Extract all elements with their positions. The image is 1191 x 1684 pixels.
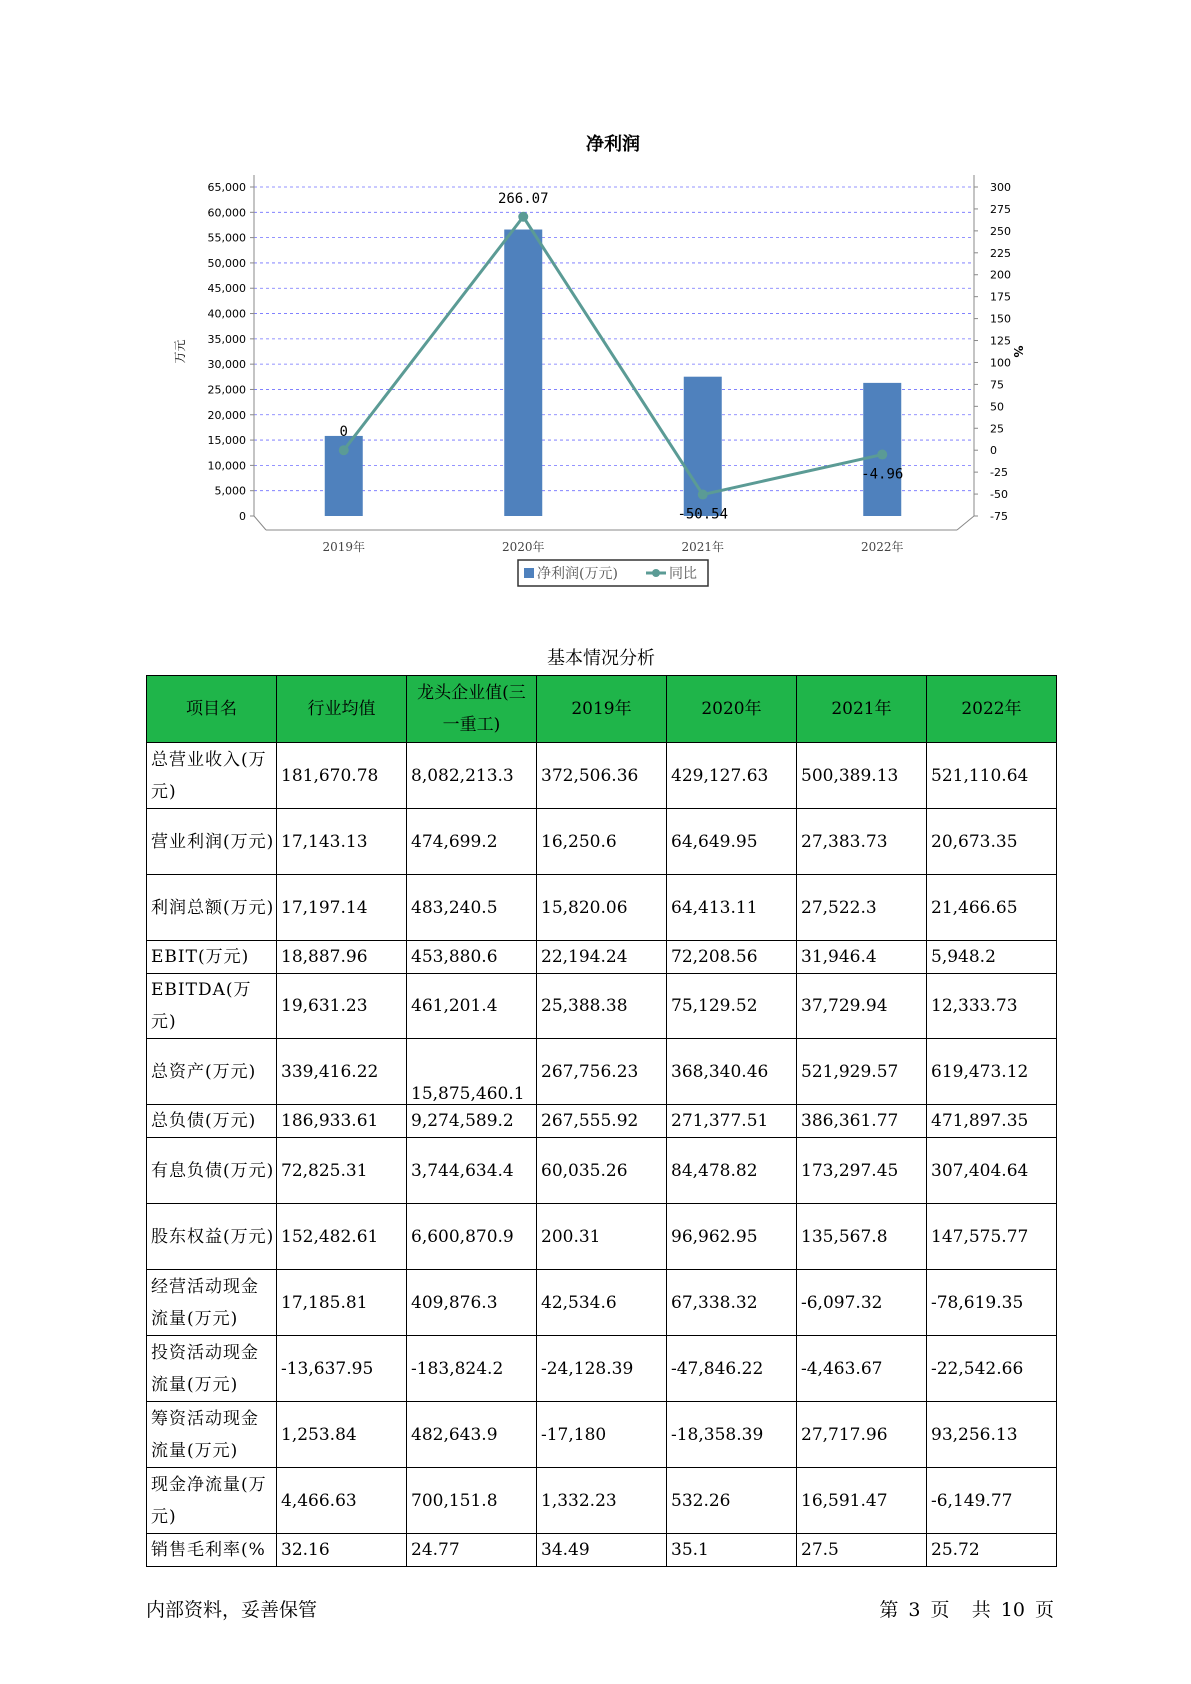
- row-label: 总营业收入(万元): [147, 743, 277, 809]
- table-cell: 4,466.63: [277, 1468, 407, 1534]
- table-cell: 6,600,870.9: [407, 1204, 537, 1270]
- y-tick-label: 0: [239, 510, 246, 523]
- table-row: [147, 974, 1057, 1039]
- table-cell: 64,649.95: [667, 809, 797, 875]
- y2-tick-label: 275: [990, 202, 1011, 216]
- y-tick-label: 60,000: [207, 206, 246, 220]
- table-row: [147, 1270, 1057, 1336]
- table-cell: 483,240.5: [407, 875, 537, 941]
- table-cell: -6,097.32: [797, 1270, 927, 1336]
- row-label: 总负债(万元): [147, 1105, 277, 1138]
- table-cell: 15,820.06: [537, 875, 667, 941]
- x-tick-label: 2022年: [860, 540, 904, 554]
- y-tick-label: 25,000: [207, 383, 246, 397]
- x-tick-label: 2020年: [501, 540, 545, 554]
- table-cell: 271,377.51: [667, 1105, 797, 1138]
- page-label-end: 页: [930, 1599, 950, 1621]
- table-cell: 3,744,634.4: [407, 1138, 537, 1204]
- y2-tick-label: 250: [990, 224, 1011, 238]
- table-cell: 72,208.56: [667, 941, 797, 974]
- table-cell: 186,933.61: [277, 1105, 407, 1138]
- table-cell: 700,151.8: [407, 1468, 537, 1534]
- y-tick-label: 15,000: [207, 434, 246, 448]
- table-cell: 27,383.73: [797, 809, 927, 875]
- table-cell: 9,274,589.2: [407, 1105, 537, 1138]
- table-cell: -17,180: [537, 1402, 667, 1468]
- y2-tick-label: 75: [990, 378, 1004, 392]
- table-cell: 453,880.6: [407, 941, 537, 974]
- yoy-point: [518, 212, 528, 222]
- table-header-row: [147, 676, 1057, 743]
- table-cell: 16,250.6: [537, 809, 667, 875]
- y-tick-label: 30,000: [207, 358, 246, 372]
- table-cell: 1,332.23: [537, 1468, 667, 1534]
- table-cell: 67,338.32: [667, 1270, 797, 1336]
- table-row: [147, 1105, 1057, 1138]
- table-cell: 409,876.3: [407, 1270, 537, 1336]
- table-row: [147, 809, 1057, 875]
- table-cell: 42,534.6: [537, 1270, 667, 1336]
- yoy-line: [344, 217, 883, 495]
- table-cell: 20,673.35: [927, 809, 1057, 875]
- table-cell: 15,875,460.1: [407, 1039, 537, 1105]
- row-label: 总资产(万元): [147, 1039, 277, 1105]
- y2-tick-label: 25: [990, 422, 1004, 436]
- table-cell: 482,643.9: [407, 1402, 537, 1468]
- table-cell: 31,946.4: [797, 941, 927, 974]
- table-row: [147, 1039, 1057, 1105]
- table-cell: 27.5: [797, 1534, 927, 1567]
- y-tick-label: 20,000: [207, 408, 246, 422]
- row-label: 筹资活动现金流量(万元): [147, 1402, 277, 1468]
- row-label: EBIT(万元): [147, 941, 277, 974]
- table-cell: -22,542.66: [927, 1336, 1057, 1402]
- table-cell: 34.49: [537, 1534, 667, 1567]
- yoy-data-label: 266.07: [497, 190, 549, 207]
- total-num: 10: [1000, 1599, 1025, 1621]
- x-axis-corner-right: [957, 516, 974, 530]
- table-cell: 84,478.82: [667, 1138, 797, 1204]
- x-axis-corner: [254, 516, 266, 530]
- y2-tick-label: -50: [990, 488, 1008, 502]
- table-cell: 18,887.96: [277, 941, 407, 974]
- table-cell: 8,082,213.3: [407, 743, 537, 809]
- table-cell: 368,340.46: [667, 1039, 797, 1105]
- bar-net-profit: [861, 383, 904, 516]
- legend-line-marker: [652, 569, 660, 577]
- footer-confidential-note: 内部资料，妥善保管: [146, 1599, 318, 1621]
- y-tick-label: 40,000: [207, 307, 246, 321]
- table-cell: 96,962.95: [667, 1204, 797, 1270]
- header-item-name: 项目名: [147, 676, 277, 743]
- table-cell: 12,333.73: [927, 974, 1057, 1039]
- bar-net-profit: [504, 230, 542, 516]
- table-cell: 474,699.2: [407, 809, 537, 875]
- yoy-point: [339, 445, 349, 455]
- y-tick-label: 10,000: [207, 459, 246, 473]
- total-label-end: 页: [1034, 1599, 1054, 1621]
- yoy-point: [698, 490, 708, 500]
- y2-tick-label: 150: [990, 312, 1011, 326]
- table-cell: 17,185.81: [277, 1270, 407, 1336]
- y-tick-label: 55,000: [207, 231, 246, 245]
- table-cell: 386,361.77: [797, 1105, 927, 1138]
- table-cell: 21,466.65: [927, 875, 1057, 941]
- table-cell: 19,631.23: [277, 974, 407, 1039]
- table-cell: 200.31: [537, 1204, 667, 1270]
- table-cell: 93,256.13: [927, 1402, 1057, 1468]
- table-cell: -24,128.39: [537, 1336, 667, 1402]
- table-cell: 16,591.47: [797, 1468, 927, 1534]
- table-cell: 339,416.22: [277, 1039, 407, 1105]
- table-cell: 17,143.13: [277, 809, 407, 875]
- table-cell: 1,253.84: [277, 1402, 407, 1468]
- header-2022: 2022年: [927, 676, 1057, 743]
- yoy-data-label: -4.96: [861, 466, 904, 483]
- table-cell: 619,473.12: [927, 1039, 1057, 1105]
- y-tick-label: 65,000: [207, 181, 246, 194]
- row-label: 销售毛利率(%: [147, 1534, 277, 1567]
- table-cell: 521,110.64: [927, 743, 1057, 809]
- table-cell: 37,729.94: [797, 974, 927, 1039]
- header-industry-avg: 行业均值: [277, 676, 407, 743]
- table-cell: -4,463.67: [797, 1336, 927, 1402]
- y-axis-label: 万元: [173, 339, 187, 364]
- table-cell: 24.77: [407, 1534, 537, 1567]
- table-cell: 500,389.13: [797, 743, 927, 809]
- y2-tick-label: 100: [990, 356, 1011, 370]
- table-cell: 372,506.36: [537, 743, 667, 809]
- row-label: 股东权益(万元): [147, 1204, 277, 1270]
- y2-tick-label: 200: [990, 268, 1011, 282]
- table-row: [147, 1336, 1057, 1402]
- y2-tick-label: 125: [990, 334, 1011, 348]
- table-cell: 267,555.92: [537, 1105, 667, 1138]
- net-profit-chart: [160, 130, 1060, 600]
- table-cell: -183,824.2: [407, 1336, 537, 1402]
- row-label: 现金净流量(万元): [147, 1468, 277, 1534]
- table-cell: 5,948.2: [927, 941, 1057, 974]
- y2-tick-label: -25: [990, 466, 1008, 480]
- table-cell: 27,717.96: [797, 1402, 927, 1468]
- y-tick-label: 35,000: [207, 332, 246, 346]
- table-row: [147, 1468, 1057, 1534]
- page-label: 第: [879, 1599, 899, 1621]
- table-cell: 135,567.8: [797, 1204, 927, 1270]
- y2-tick-label: 300: [990, 181, 1011, 194]
- table-cell: 17,197.14: [277, 875, 407, 941]
- table-row: [147, 1402, 1057, 1468]
- table-cell: 307,404.64: [927, 1138, 1057, 1204]
- table-cell: 181,670.78: [277, 743, 407, 809]
- table-cell: 60,035.26: [537, 1138, 667, 1204]
- y-tick-label: 50,000: [207, 256, 246, 270]
- y-tick-label: 45,000: [207, 282, 246, 296]
- basic-analysis-table: [146, 675, 1057, 1567]
- table-cell: 35.1: [667, 1534, 797, 1567]
- y-tick-label: 5,000: [214, 484, 246, 498]
- header-leader-value: 龙头企业值(三一重工): [407, 676, 537, 743]
- x-tick-label: 2019年: [322, 540, 366, 554]
- row-label: 营业利润(万元): [147, 809, 277, 875]
- row-label: 投资活动现金流量(万元): [147, 1336, 277, 1402]
- table-row: [147, 941, 1057, 974]
- table-cell: 25,388.38: [537, 974, 667, 1039]
- header-2021: 2021年: [797, 676, 927, 743]
- table-cell: 32.16: [277, 1534, 407, 1567]
- table-cell: 22,194.24: [537, 941, 667, 974]
- y2-tick-label: 50: [990, 400, 1004, 414]
- y2-tick-label: 225: [990, 246, 1011, 260]
- table-row: [147, 743, 1057, 809]
- yoy-point: [877, 450, 887, 460]
- table-caption: 基本情况分析: [547, 648, 655, 669]
- table-row: [147, 1138, 1057, 1204]
- table-cell: 173,297.45: [797, 1138, 927, 1204]
- legend-bar-label: 净利润(万元): [537, 566, 618, 582]
- table-cell: -47,846.22: [667, 1336, 797, 1402]
- table-cell: -78,619.35: [927, 1270, 1057, 1336]
- table-cell: 429,127.63: [667, 743, 797, 809]
- chart-title: 净利润: [586, 134, 640, 155]
- row-label: 经营活动现金流量(万元): [147, 1270, 277, 1336]
- table-row: [147, 875, 1057, 941]
- row-label: 利润总额(万元): [147, 875, 277, 941]
- table-row: [147, 1534, 1057, 1567]
- table-cell: 72,825.31: [277, 1138, 407, 1204]
- y2-axis-label: %: [1011, 345, 1025, 358]
- header-2019: 2019年: [537, 676, 667, 743]
- y2-tick-label: 0: [990, 444, 997, 458]
- row-label: 有息负债(万元): [147, 1138, 277, 1204]
- y2-tick-label: -75: [990, 510, 1008, 523]
- table-cell: 532.26: [667, 1468, 797, 1534]
- table-cell: 471,897.35: [927, 1105, 1057, 1138]
- table-cell: 267,756.23: [537, 1039, 667, 1105]
- x-tick-label: 2021年: [681, 540, 725, 554]
- header-2020: 2020年: [667, 676, 797, 743]
- table-row: [147, 1204, 1057, 1270]
- table-cell: 521,929.57: [797, 1039, 927, 1105]
- yoy-data-label: -50.54: [677, 506, 729, 523]
- table-cell: -6,149.77: [927, 1468, 1057, 1534]
- legend-bar-swatch: [524, 568, 534, 578]
- table-cell: -18,358.39: [667, 1402, 797, 1468]
- y2-tick-label: 175: [990, 290, 1011, 304]
- table-cell: 147,575.77: [927, 1204, 1057, 1270]
- table-cell: 461,201.4: [407, 974, 537, 1039]
- table-cell: 75,129.52: [667, 974, 797, 1039]
- table-cell: 25.72: [927, 1534, 1057, 1567]
- table-cell: -13,637.95: [277, 1336, 407, 1402]
- table-cell: 152,482.61: [277, 1204, 407, 1270]
- footer-page-number: [877, 1595, 1056, 1622]
- table-cell: 64,413.11: [667, 875, 797, 941]
- legend-line-label: 同比: [669, 566, 697, 582]
- row-label: EBITDA(万元): [147, 974, 277, 1039]
- total-label: 共: [971, 1599, 991, 1621]
- table-cell: 27,522.3: [797, 875, 927, 941]
- yoy-data-label: 0: [339, 424, 348, 441]
- page-num: 3: [908, 1599, 921, 1621]
